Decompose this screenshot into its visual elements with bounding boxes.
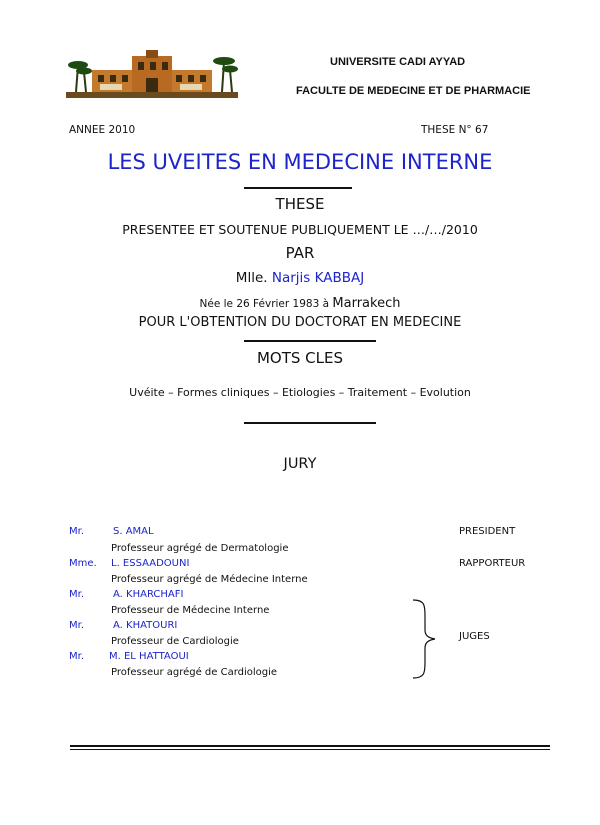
presentation-line: PRESENTEE ET SOUTENUE PUBLIQUEMENT LE …/…/2010 <box>122 222 478 237</box>
par-label: PAR <box>285 244 315 262</box>
jury-list <box>0 526 600 686</box>
divider-rule <box>244 340 376 342</box>
jury-member-title: Mr. <box>69 526 84 537</box>
keywords-list: Uvéite – Formes cliniques – Etiologies – Traitement – Evolution <box>129 386 471 399</box>
jury-member-title: Mme. <box>69 558 97 569</box>
jury-member-position: Professeur agrégé de Médecine Interne <box>111 574 308 585</box>
author-prefix: Mlle. <box>235 270 268 286</box>
jury-member-title: Mr. <box>69 651 84 662</box>
author-name: Narjis KABBAJ <box>271 270 365 286</box>
faculty-logo <box>62 48 242 100</box>
jury-member-role: RAPPORTEUR <box>459 558 526 569</box>
jury-member-position: Professeur de Cardiologie <box>111 636 239 647</box>
jury-title: JURY <box>283 456 317 472</box>
jury-member-name: A. KHATOURI <box>113 620 178 631</box>
divider-rule <box>244 422 376 424</box>
degree-purpose: POUR L'OBTENTION DU DOCTORAT EN MEDECINE <box>138 315 462 330</box>
divider-rule <box>244 187 352 189</box>
jury-member-title: Mr. <box>69 589 84 600</box>
footer-rule <box>70 745 550 747</box>
jury-member-position: Professeur de Médecine Interne <box>111 605 270 616</box>
thesis-number: THESE N° 67 <box>421 124 489 136</box>
jury-member-role: PRESIDENT <box>459 526 516 537</box>
university-name: UNIVERSITE CADI AYYAD <box>330 56 466 68</box>
jury-member-name: M. EL HATTAOUI <box>109 651 189 662</box>
jury-member-title: Mr. <box>69 620 84 631</box>
birth-city: Marrakech <box>332 296 401 311</box>
author-line <box>0 270 600 286</box>
thesis-year: ANNEE 2010 <box>69 124 136 136</box>
these-label: THESE <box>275 195 325 213</box>
jury-member-name: S. AMAL <box>113 526 154 537</box>
footer-rule <box>70 749 550 750</box>
birth-text: Née le 26 Février 1983 à <box>199 298 330 310</box>
jury-member-position: Professeur agrégé de Cardiologie <box>111 667 278 678</box>
jury-member-name: A. KHARCHAFI <box>113 589 184 600</box>
jury-member-name: L. ESSAADOUNI <box>111 558 190 569</box>
juges-label: JUGES <box>459 631 490 642</box>
keywords-title: MOTS CLES <box>256 349 344 367</box>
brace-icon <box>411 598 437 680</box>
faculty-name: FACULTE DE MEDECINE ET DE PHARMACIE <box>296 85 531 97</box>
jury-member-position: Professeur agrégé de Dermatologie <box>111 543 289 554</box>
thesis-title: LES UVEITES EN MEDECINE INTERNE <box>107 150 493 174</box>
birth-line <box>0 296 600 311</box>
